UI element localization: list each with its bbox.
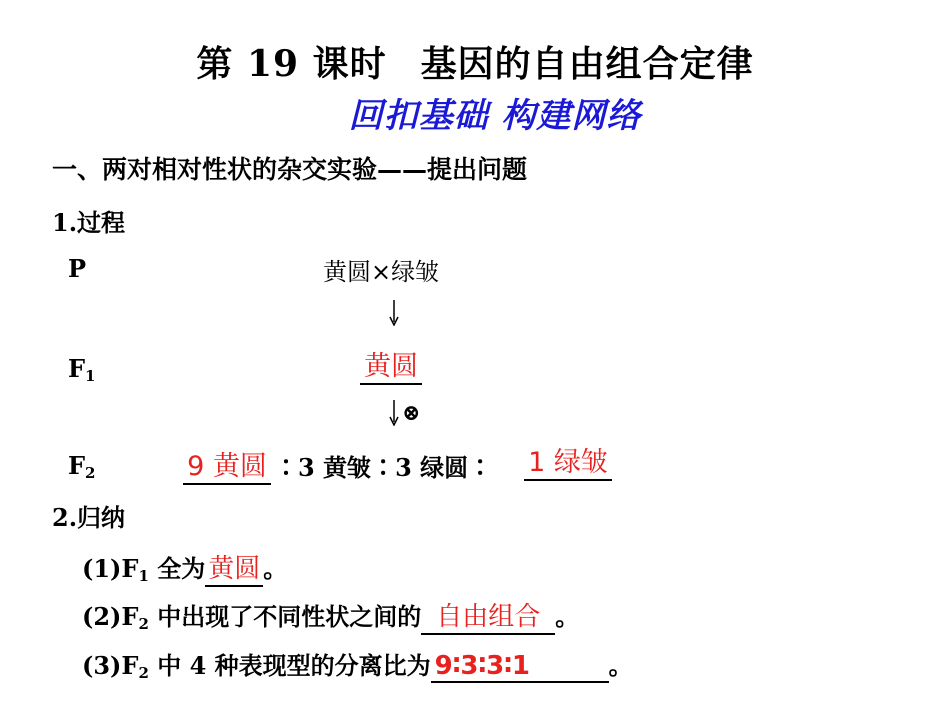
down-arrow-icon (389, 300, 399, 326)
item1-answer: 黄圆 (208, 554, 261, 584)
summary-item-2: $(2)F_2$ 中出现了不同性状之间的 自由组合 。 (82, 596, 579, 635)
f2-answer1-blank (183, 444, 271, 485)
section-heading: 一、两对相对性状的杂交实验——提出问题 (52, 155, 528, 184)
f1-generation-label: $F_1$ (68, 354, 96, 385)
page-title (0, 36, 950, 87)
f2-generation-label: $F_2$ (68, 451, 96, 482)
f2-answer-9: 9 黄圆 (187, 451, 267, 482)
summary-label: 2.归纳 (52, 503, 126, 532)
summary-item-1: $(1)F_1$ 全为 黄圆 。 (82, 548, 287, 587)
f2-answer-1: 1 绿皱 (528, 447, 608, 478)
process-label: 1.过程 (52, 208, 126, 237)
summary-item-3: $(3)F_2$ 中 4 种表现型的分离比为 9∶3∶3∶1 。 (82, 651, 633, 682)
lesson-number: 第 19 课时 (196, 43, 387, 85)
f2-ratio-middle: ∶3 黄皱∶3 绿圆∶ (274, 453, 493, 482)
down-arrow-icon (389, 400, 399, 426)
parent-cross: 黄圆×绿皱 (323, 258, 440, 286)
page-subtitle: 回扣基础 构建网络 (348, 96, 642, 136)
f1-answer-blank (360, 344, 422, 385)
f2-answer2-blank (524, 440, 612, 481)
p-generation-label: P (68, 254, 87, 283)
lesson-topic: 基因的自由组合定律 (420, 43, 754, 85)
item2-answer: 自由组合 (436, 602, 541, 632)
f1-answer: 黄圆 (364, 351, 418, 382)
selfing-icon: ⊗ (402, 400, 421, 426)
item3-answer: 9∶3∶3∶1 (434, 651, 530, 681)
